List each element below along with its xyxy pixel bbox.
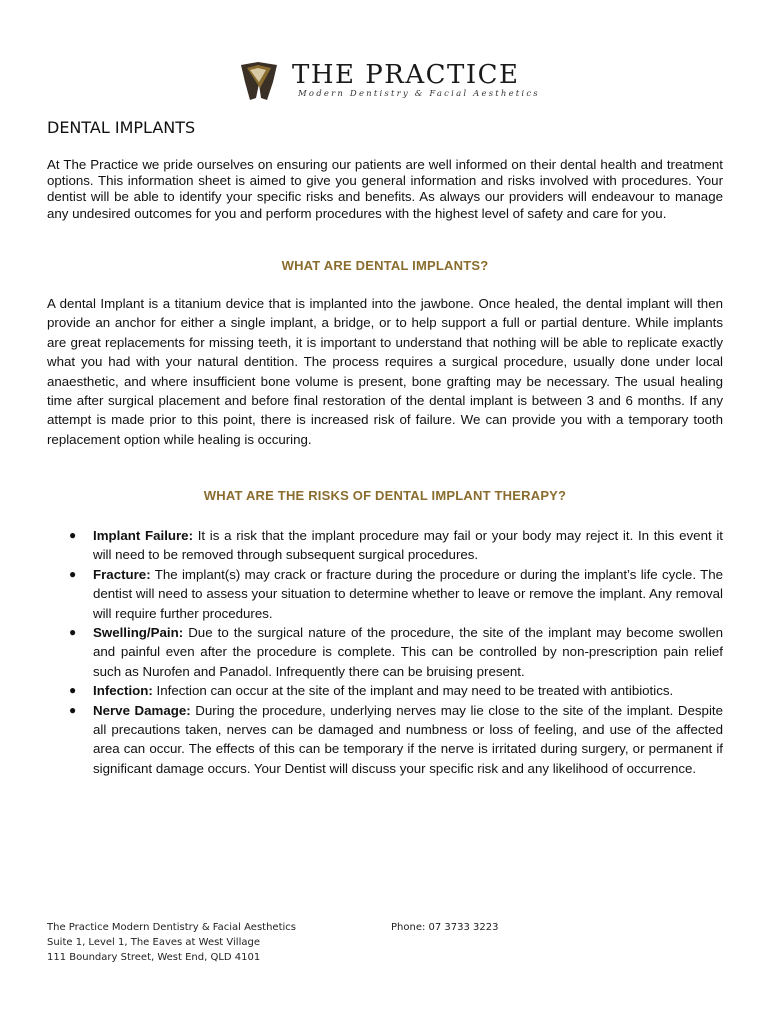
risk-text: Due to the surgical nature of the procedure, the site of the implant may become swollen and painful even after the procedure is complete. This can be controlled by non-prescription pain relief such as Nurofen and Panadol. Infrequently there can be bruising present. — [93, 625, 723, 679]
list-item — [47, 681, 723, 700]
logo-title: THE PRACTICE — [292, 60, 520, 90]
risk-term: Implant Failure: — [93, 528, 194, 543]
section-heading-risks: WHAT ARE THE RISKS OF DENTAL IMPLANT THERAPY? — [203, 488, 567, 503]
bullet-icon: ● — [69, 566, 77, 581]
list-item — [47, 701, 723, 779]
risk-term: Swelling/Pain: — [93, 625, 184, 641]
section-heading-what-are-implants: WHAT ARE DENTAL IMPLANTS? — [281, 258, 489, 273]
risks-list — [47, 526, 723, 778]
footer-practice-name: The Practice Modern Dentistry & Facial Aesthetics — [47, 922, 296, 933]
tooth-logo-icon — [236, 58, 282, 104]
list-item — [47, 623, 723, 681]
footer-address — [47, 920, 296, 965]
footer-phone: Phone: 07 3733 3223 — [391, 922, 499, 933]
logo-tagline: Modern Dentistry & Facial Aesthetics — [298, 89, 540, 99]
risk-term: Nerve Damage: — [93, 702, 191, 718]
footer-address-line2: 111 Boundary Street, West End, QLD 4101 — [47, 952, 261, 963]
risk-text: It is a risk that the implant procedure may fail or your body may reject it. In this event it will need to be removed through subsequent surgical procedures. — [93, 528, 724, 563]
bullet-icon: ● — [69, 702, 77, 717]
intro-paragraph: At The Practice we pride ourselves on ensuring our patients are well informed on their dental health and treatment options. This information sheet is aimed to give you general information and risks involved with procedures. Your dentist will be able to identify your specific risks and benefits. As always our providers will endeavour to manage any undesired outcomes for you and perform procedures with the highest level of safety and care for you. — [47, 157, 723, 221]
implants-description-paragraph: A dental Implant is a titanium device that is implanted into the jawbone. Once healed, the dental implant will then provide an anchor for either a single implant, a bridge, or to help support a full or partial denture. While implants are great replacements for missing teeth, it is important to understand that nothing will be able to replicate exactly what you had with your natural dentition. The process requires a surgical procedure, usually done under local anaesthetic, and where insufficient bone volume is present, bone grafting may be necessary. The usual healing time after surgical placement and before final restoration of the dental implant is between 3 and 6 months. If any attempt is made prior to this point, there is increased risk of failure. We can provide you with a temporary tooth replacement option while healing is occuring. — [47, 296, 723, 447]
bullet-icon: ● — [69, 528, 77, 542]
risk-text: Infection can occur at the site of the implant and may need to be treated with antibiotics. — [152, 683, 674, 699]
risk-term: Fracture: — [93, 566, 151, 582]
risk-term: Infection: — [93, 683, 153, 699]
document-title: DENTAL IMPLANTS — [47, 118, 196, 137]
list-item — [47, 526, 723, 565]
risk-text: During the procedure, underlying nerves may lie close to the site of the implant. Despite all precautions taken, nerves can be damaged and numbness or loss of feeling, and use of the affected area can occur. The effects of this can be temporary if the nerve is irritated during surgery, or permanent if significant damage occurs. Your Dentist will discuss your specific risk and any likelihood of occurrence. — [93, 702, 723, 776]
footer-address-line1: Suite 1, Level 1, The Eaves at West Village — [47, 937, 260, 948]
list-item — [47, 565, 723, 623]
risk-text: The implant(s) may crack or fracture during the procedure or during the implant’s life cycle. The dentist will need to assess your situation to determine whether to leave or remove the implant. Any removal will require further procedures. — [93, 566, 723, 621]
bullet-icon: ● — [69, 625, 77, 640]
practice-logo — [236, 58, 540, 106]
bullet-icon: ● — [69, 683, 77, 698]
page-footer — [47, 920, 723, 980]
